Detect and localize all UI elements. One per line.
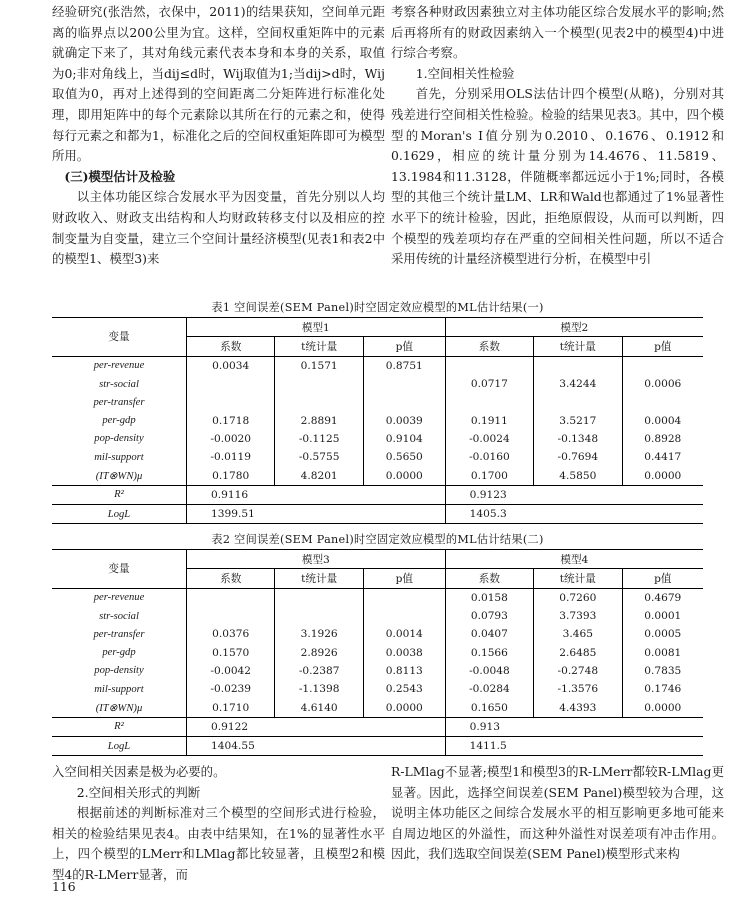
table-cell: 0.0158 (445, 588, 533, 607)
model-header: 模型3 (187, 550, 446, 569)
table-cell: -1.3576 (534, 680, 622, 698)
table-cell: 0.2543 (363, 680, 445, 698)
col-header: p值 (622, 337, 703, 356)
logl-value: 1404.55 (187, 736, 446, 755)
variable-name: pop-density (52, 430, 187, 448)
subsection-heading: 2.空间相关形式的判断 (76, 784, 201, 800)
table-cell: 0.5650 (363, 448, 445, 466)
table-cell: 0.0407 (445, 625, 533, 643)
col-header: 系数 (445, 569, 533, 588)
r2-label: R² (52, 717, 187, 736)
table-cell (534, 356, 622, 375)
table-cell: -0.0048 (445, 662, 533, 680)
table2 (52, 549, 703, 756)
section-heading: (三)模型估计及检验 (64, 168, 176, 184)
table-cell: 0.0034 (187, 356, 275, 375)
table-cell: 3.465 (534, 625, 622, 643)
table-row (52, 393, 703, 411)
table-row (52, 466, 703, 485)
r2-label: R² (52, 485, 187, 504)
table-row (52, 662, 703, 680)
col-header: 系数 (445, 337, 533, 356)
right-column-top (391, 2, 724, 270)
col-header: 系数 (187, 569, 275, 588)
table-cell: 0.0014 (363, 625, 445, 643)
table-cell: 0.8751 (363, 356, 445, 375)
table1-body (52, 356, 703, 485)
table-cell: -0.2748 (534, 662, 622, 680)
page-number: 116 (52, 879, 76, 894)
variable-name: per-revenue (52, 588, 187, 607)
logl-value: 1399.51 (187, 504, 446, 523)
variable-name: mil-support (52, 680, 187, 698)
col-header: t统计量 (534, 337, 622, 356)
table-row (52, 698, 703, 717)
table-cell (275, 607, 363, 625)
table2-caption: 表2 空间误差(SEM Panel)时空固定效应模型的ML估计结果(二) (211, 533, 544, 546)
table-cell (187, 607, 275, 625)
left-column-bottom (52, 762, 385, 886)
table-cell: 0.0000 (644, 701, 682, 714)
table-cell: 0.0004 (644, 414, 682, 427)
table-row (52, 680, 703, 698)
table-cell: -0.7694 (534, 448, 622, 466)
table-cell: 0.0717 (445, 375, 533, 393)
table-cell: 3.7393 (534, 607, 622, 625)
col-header: p值 (622, 569, 703, 588)
table-cell (275, 588, 363, 607)
table-cell: 0.9104 (363, 430, 445, 448)
table-cell: 0.1780 (187, 466, 275, 485)
table-cell: -0.0160 (445, 448, 533, 466)
model-header: 模型2 (445, 318, 703, 337)
table-cell: 0.1650 (445, 698, 533, 717)
table-cell: 0.1570 (187, 643, 275, 661)
table-cell: 2.8926 (275, 643, 363, 661)
col-header: p值 (363, 337, 445, 356)
table-cell: 0.0000 (644, 469, 682, 482)
table-cell: -0.0024 (445, 430, 533, 448)
table-cell: 0.7835 (644, 664, 682, 677)
table-row (52, 588, 703, 607)
table-row (52, 375, 703, 393)
variable-name: per-gdp (52, 643, 187, 661)
table-cell (187, 375, 275, 393)
var-header: 变量 (52, 318, 187, 357)
paragraph: 入空间相关因素是极为必要的。 (52, 764, 226, 779)
table-cell: -0.0042 (187, 662, 275, 680)
table-cell: 0.0039 (363, 411, 445, 429)
table-cell: 0.0000 (363, 698, 445, 717)
table-cell: 0.1746 (644, 683, 682, 696)
r2-value: 0.9123 (445, 485, 703, 504)
table-cell: 2.6485 (534, 643, 622, 661)
paragraph: 以主体功能区综合发展水平为因变量，首先分别以人均财政收入、财政支出结构和人均财政转移支付以及相应的控制变量为自变量，建立三个空间计量经济模型(见表1和表2中的模型1、模型3)来 (52, 189, 385, 267)
variable-name: per-transfer (52, 393, 187, 411)
table-cell: 0.1911 (445, 411, 533, 429)
variable-name: (IT⊗WN)μ (52, 466, 187, 485)
table-row (52, 356, 703, 375)
table-cell (275, 393, 363, 411)
r2-value: 0.9116 (187, 485, 446, 504)
table-cell: 4.8201 (275, 466, 363, 485)
col-header: p值 (363, 569, 445, 588)
table-cell: 3.1926 (275, 625, 363, 643)
table-row (52, 625, 703, 643)
table-cell (187, 588, 275, 607)
table-cell (275, 375, 363, 393)
table-row (52, 411, 703, 429)
table-cell: 0.4417 (644, 451, 682, 464)
table-cell: 0.0005 (644, 628, 682, 641)
col-header: 系数 (187, 337, 275, 356)
table2-body (52, 588, 703, 717)
left-column-top (52, 2, 385, 270)
variable-name: per-transfer (52, 625, 187, 643)
paragraph: 经验研究(张浩然，衣保中，2011)的结果获知，空间单元距离的临界点以200公里为宜。这样，空间权重矩阵中的元素就确定下来了，其对角线元素代表本身和本身的关系，取值为0;非对角线上，当dij≤d时，Wij取值为1;当dij>d时，Wij取值为0，再对上述得到的空间距离二分矩阵进行标准化处理，即用矩阵中的每个元素除以其所在行的元素之和，使得每行元素之和都为1，标准化之后的空间权重矩阵即可为模型所用。 (52, 4, 385, 164)
table-cell: 0.8113 (363, 662, 445, 680)
table-cell (363, 375, 445, 393)
table-cell: 0.1718 (187, 411, 275, 429)
table-cell (445, 356, 533, 375)
table-cell: 4.4393 (534, 698, 622, 717)
right-column-bottom (391, 762, 724, 865)
table1-caption: 表1 空间误差(SEM Panel)时空固定效应模型的ML估计结果(一) (211, 301, 544, 314)
table-cell: 3.4244 (534, 375, 622, 393)
table-cell: -0.0119 (187, 448, 275, 466)
table-cell: 2.8891 (275, 411, 363, 429)
table-cell: 0.0376 (187, 625, 275, 643)
paragraph: 考察各种财政因素独立对主体功能区综合发展水平的影响;然后再将所有的财政因素纳入一个模型(见表2中的模型4)中进行综合考察。 (391, 4, 724, 61)
table-cell: 4.6140 (275, 698, 363, 717)
table-cell: 0.0000 (363, 466, 445, 485)
table-cell: 0.7260 (534, 588, 622, 607)
table-cell: 0.4679 (644, 591, 682, 604)
table-cell: 0.0081 (644, 646, 682, 659)
table-cell: 0.0793 (445, 607, 533, 625)
table-cell: 0.8928 (644, 432, 682, 445)
table-cell: -0.5755 (275, 448, 363, 466)
subsection-heading: 1.空间相关性检验 (415, 65, 515, 81)
paragraph: R-LMlag不显著;模型1和模型3的R-LMerr都较R-LMlag更显著。因此，选择空间误差(SEM Panel)模型较为合理，这说明主体功能区之间综合发展水平的相互影响更多地可能来自周边地区的外溢性，而这种外溢性对误差项有冲击作用。因此，我们选取空间误差(SEM Panel)模型形式来构 (391, 764, 724, 862)
logl-label: LogL (52, 736, 187, 755)
paragraph: 首先，分别采用OLS法估计四个模型(从略)，分别对其残差进行空间相关性检验。检验的结果见表3。其中，四个模型的Moran's I值分别为0.2010、0.1676、0.1912和0.1629，相应的统计量分别为14.4676、11.5819、13.1984和11.3128，伴随概率都远远小于1%;同时，各模型的其他三个统计量LM、LR和Wald也都通过了1%显著性水平下的统计检验，因此，拒绝原假设，从而可以判断，四个模型的残差项均存在严重的空间相关性问题，所以不适合采用传统的计量经济模型进行分析，在模型中引 (391, 86, 724, 267)
col-header: t统计量 (534, 569, 622, 588)
table1 (52, 317, 703, 524)
table-cell (622, 356, 703, 375)
variable-name: pop-density (52, 662, 187, 680)
table-cell: -0.0020 (187, 430, 275, 448)
table-cell: -0.1348 (534, 430, 622, 448)
table-cell (534, 393, 622, 411)
table-cell: -0.0284 (445, 680, 533, 698)
variable-name: per-gdp (52, 411, 187, 429)
table-cell: 0.1571 (275, 356, 363, 375)
table-cell (363, 607, 445, 625)
table-cell: 0.1710 (187, 698, 275, 717)
model-header: 模型4 (445, 550, 703, 569)
table-cell (363, 393, 445, 411)
table-row (52, 448, 703, 466)
table-cell: 0.0006 (644, 378, 682, 391)
table-row (52, 643, 703, 661)
variable-name: mil-support (52, 448, 187, 466)
table-cell: -0.0239 (187, 680, 275, 698)
logl-label: LogL (52, 504, 187, 523)
table-row (52, 607, 703, 625)
table-cell: 0.0038 (363, 643, 445, 661)
table-cell (187, 393, 275, 411)
table-cell: -1.1398 (275, 680, 363, 698)
table-cell: 3.5217 (534, 411, 622, 429)
table-cell (445, 393, 533, 411)
model-header: 模型1 (187, 318, 446, 337)
variable-name: (IT⊗WN)μ (52, 698, 187, 717)
var-header: 变量 (52, 550, 187, 589)
paragraph: 根据前述的判断标准对三个模型的空间形式进行检验，相关的检验结果见表4。由表中结果知，在1%的显著性水平上，四个模型的LMerr和LMlag都比较显著，且模型2和模型4的R-LMerr显著，而 (52, 805, 385, 882)
table-cell (363, 588, 445, 607)
variable-name: str-social (52, 375, 187, 393)
variable-name: per-revenue (52, 356, 187, 375)
table-cell: -0.2387 (275, 662, 363, 680)
logl-value: 1411.5 (445, 736, 703, 755)
col-header: t统计量 (275, 569, 363, 588)
table-cell: 0.1566 (445, 643, 533, 661)
logl-value: 1405.3 (445, 504, 703, 523)
table-row (52, 430, 703, 448)
table-cell (622, 393, 703, 411)
table-cell: 0.1700 (445, 466, 533, 485)
table-cell: -0.1125 (275, 430, 363, 448)
table-cell: 4.5850 (534, 466, 622, 485)
table-cell: 0.0001 (644, 610, 682, 623)
r2-value: 0.9122 (187, 717, 446, 736)
r2-value: 0.913 (445, 717, 703, 736)
col-header: t统计量 (275, 337, 363, 356)
variable-name: str-social (52, 607, 187, 625)
